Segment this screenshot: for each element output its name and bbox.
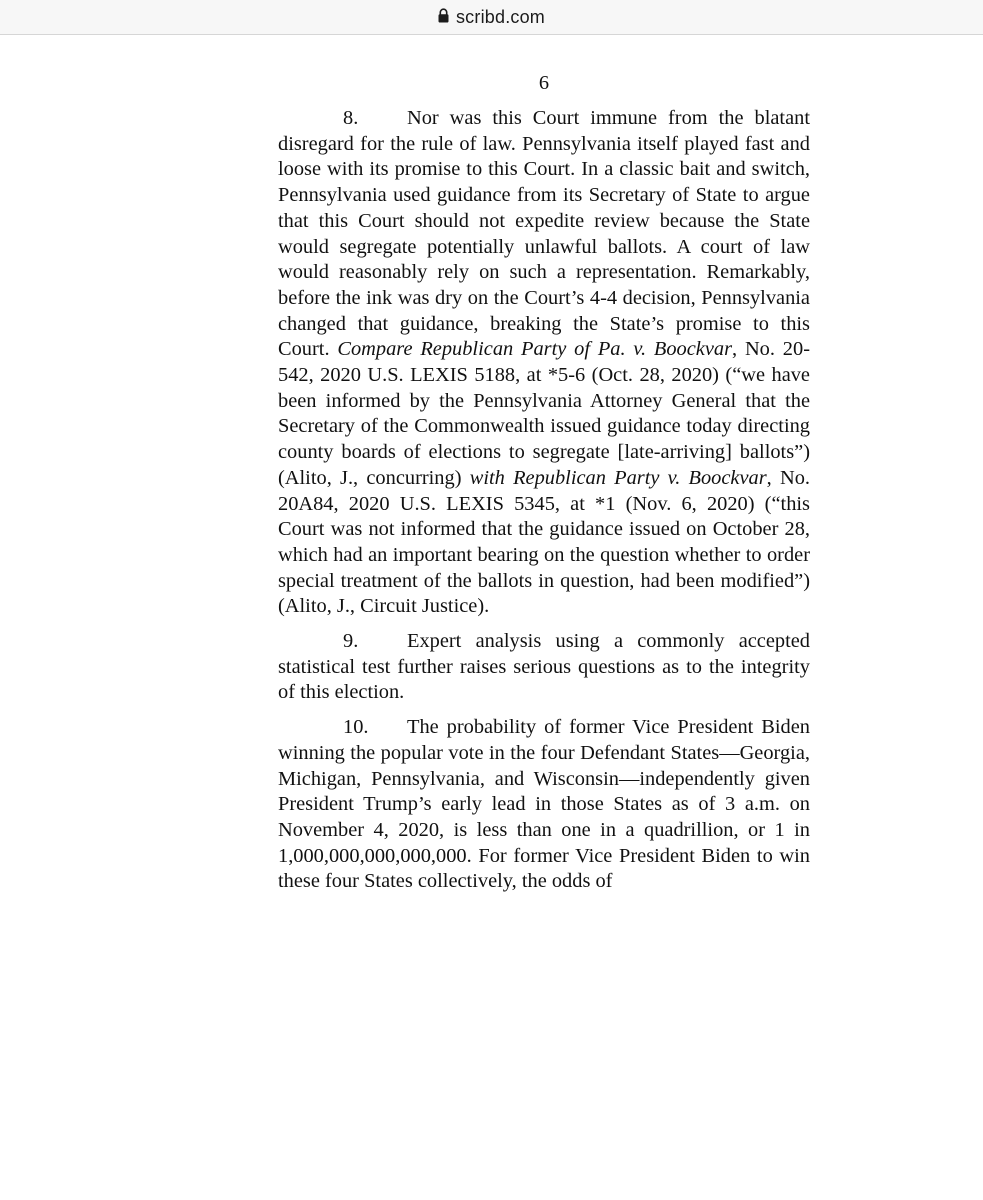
page-number: 6 bbox=[538, 72, 550, 94]
paragraph-text: Nor was this Court immune from the blatant disregard for the rule of law. Pennsylvania itself played fast and loose with its promise to this Court. In a classic bait and switch, Pennsylvania used guidance from its Secretary of State to argue that this Court should not expedite review because the State would segregate potentially unlawful ballots. A court of law would reasonably rely on such a representation. Remarkably, before the ink was dry on the Court’s 4-4 decision, Pennsylvania changed that guidance, breaking the State’s promise to this Court. bbox=[278, 107, 810, 361]
case-citation: Compare Republican Party of Pa. v. Boockvar bbox=[337, 338, 733, 361]
paragraph-number: 8. bbox=[343, 107, 359, 129]
paragraph-number: 10. bbox=[343, 716, 369, 739]
paragraph-9 bbox=[278, 629, 810, 706]
paragraph-text: , No. 20A84, 2020 U.S. LEXIS 5345, at *1 (Nov. 6, 2020) (“this Court was not informed that the guidance issued on October 28, which had an important bearing on the question whether to order special treatment of the ballots in question, had been modified”) (Alito, J., Circuit Justice). bbox=[278, 466, 810, 618]
paragraph-text: The probability of former Vice President Biden winning the popular vote in the four Defendant States—Georgia, Michigan, Pennsylvania, and Wisconsin—independently given President Trump’s early lead in those States as of 3 a.m. on November 4, 2020, is less than one in a quadrillion, or 1 in 1,000,000,000,000,000. For former Vice President Biden to win these four States collectively, the odds of bbox=[278, 716, 810, 893]
lock-icon bbox=[438, 7, 449, 28]
browser-address-bar[interactable] bbox=[0, 0, 983, 35]
paragraph-text: Expert analysis using a commonly accepted statistical test further raises serious questions as to the integrity of this election. bbox=[278, 630, 810, 704]
paragraph-8 bbox=[278, 106, 810, 620]
url-text: scribd.com bbox=[455, 6, 546, 27]
paragraph-number: 9. bbox=[343, 630, 359, 653]
paragraph-10 bbox=[278, 715, 810, 895]
case-citation: with Republican Party v. Boockvar bbox=[469, 466, 767, 489]
paragraph-text: , No. 20-542, 2020 U.S. LEXIS 5188, at *5-6 (Oct. 28, 2020) (“we have been informed by the Pennsylvania Attorney General that the Secretary of the Commonwealth issued guidance today directing county boards of elections to segregate [late-arriving] ballots”) (Alito, J., concurring) bbox=[278, 338, 810, 489]
document-page bbox=[278, 66, 810, 904]
